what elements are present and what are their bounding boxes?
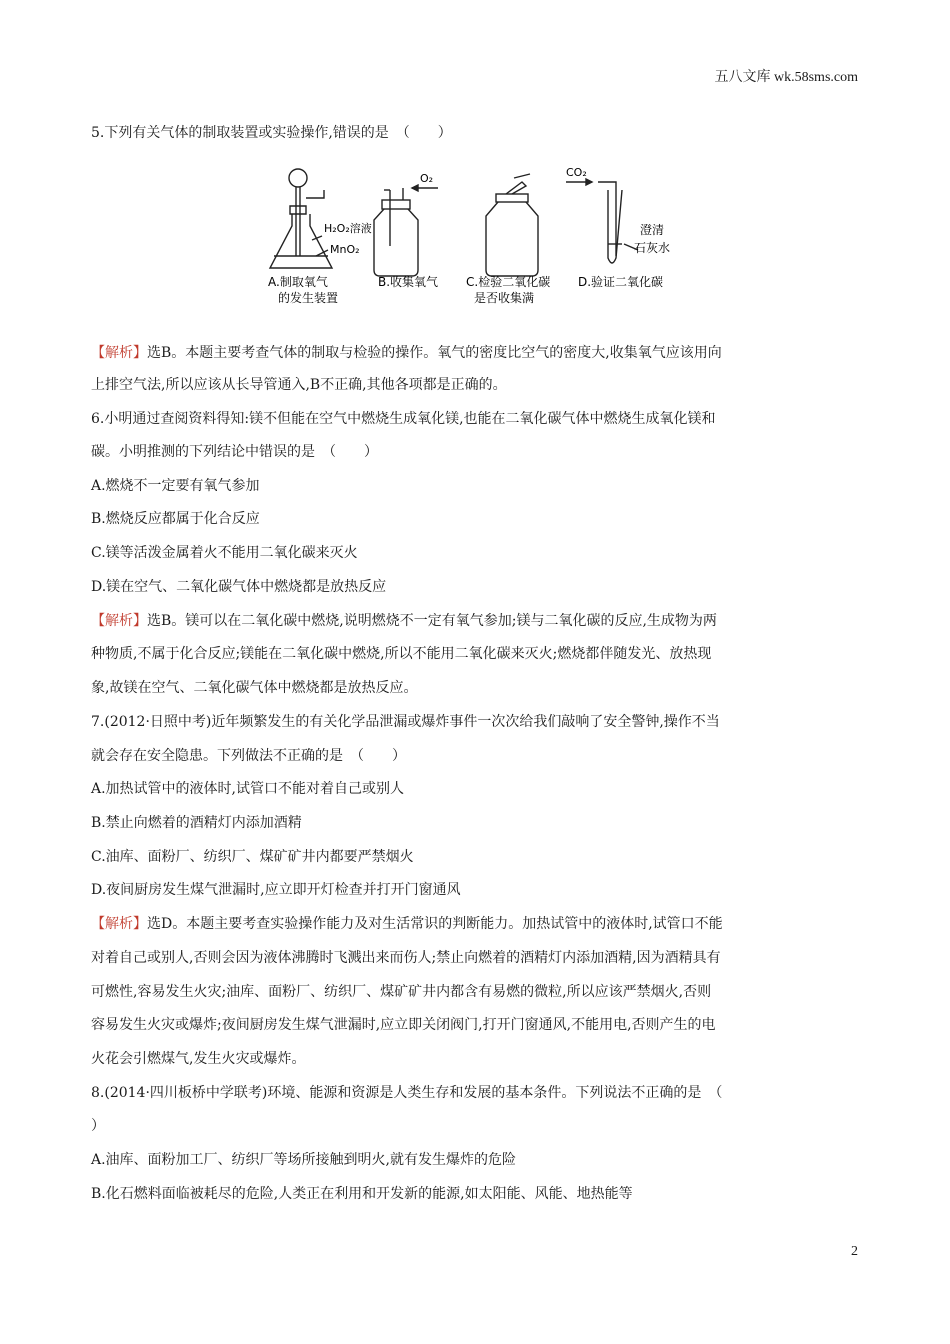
- q5-analysis-line-2: 上排空气法,所以应该从长导管通入,B不正确,其他各项都是正确的。: [91, 377, 507, 393]
- d-liquid-line1: 澄清: [640, 223, 665, 237]
- a-chem-h2o2: H₂O₂溶液: [324, 222, 372, 235]
- q7-stem-line-1: 7.(2012·日照中考)近年频繁发生的有关化学品泄漏或爆炸事件一次次给我们敲响了安全警钟,操作不当: [91, 714, 720, 730]
- a-caption-line1: A.制取氧气: [268, 275, 328, 289]
- q8-option-b: B.化石燃料面临被耗尽的危险,人类正在利用和开发新的能源,如太阳能、风能、地热能等: [91, 1186, 633, 1202]
- apparatus-d-test-tube: [566, 179, 638, 263]
- analysis-label: 【解析】: [91, 345, 147, 361]
- q7-analysis-line-4: 容易发生火灾或爆炸;夜间厨房发生煤气泄漏时,应立即关闭阀门,打开门窗通风,不能用电,否则产生的电: [91, 1017, 716, 1033]
- q7-analysis-line-3: 可燃性,容易发生火灾;油库、面粉厂、纺织厂、煤矿矿井内都含有易燃的微粒,所以应该严禁烟火,否则: [91, 984, 712, 1000]
- page-header: 五八文库 wk.58sms.com: [714, 70, 858, 85]
- apparatus-c-gas-bottle: [486, 174, 538, 276]
- a-caption-line2: 的发生装置: [278, 291, 339, 305]
- q7-option-b: B.禁止向燃着的酒精灯内添加酒精: [91, 815, 302, 831]
- b-caption: B.收集氧气: [378, 275, 439, 289]
- q5-apparatus-figure: [260, 160, 690, 310]
- d-liquid-line2: 石灰水: [634, 241, 671, 255]
- q6-option-a: A.燃烧不一定要有氧气参加: [91, 478, 260, 494]
- apparatus-a-conical-flask: [270, 169, 332, 268]
- q6-analysis-line-1: 【解析】选B。镁可以在二氧化碳中燃烧,说明燃烧不一定有氧气参加;镁与二氧化碳的反应,生成物为两: [91, 613, 717, 629]
- q7-analysis-line-5: 火花会引燃煤气,发生火灾或爆炸。: [91, 1051, 306, 1067]
- d-caption: D.验证二氧化碳: [578, 275, 664, 289]
- analysis-label: 【解析】: [91, 916, 147, 932]
- apparatus-b-gas-bottle: [374, 185, 438, 276]
- q8-option-a: A.油库、面粉加工厂、纺织厂等场所接触到明火,就有发生爆炸的危险: [91, 1152, 517, 1168]
- b-gas-label: O₂: [420, 172, 434, 185]
- a-chem-mno2: MnO₂: [330, 243, 360, 256]
- q6-option-b: B.燃烧反应都属于化合反应: [91, 511, 260, 527]
- q7-option-a: A.加热试管中的液体时,试管口不能对着自己或别人: [91, 781, 405, 797]
- q8-stem-line-1: 8.(2014·四川板桥中学联考)环境、能源和资源是人类生存和发展的基本条件。下列说法不正确的是 （: [91, 1085, 723, 1101]
- d-gas-label: CO₂: [566, 166, 587, 179]
- q5-stem: 5.下列有关气体的制取装置或实验操作,错误的是 （ ）: [91, 125, 452, 141]
- q6-stem-line-2: 碳。小明推测的下列结论中错误的是 （ ）: [91, 444, 378, 460]
- page-number: 2: [851, 1244, 858, 1259]
- q6-analysis-line-2: 种物质,不属于化合反应;镁能在二氧化碳中燃烧,所以不能用二氧化碳来灭火;燃烧都伴随发光、放热现: [91, 646, 712, 662]
- q7-analysis-line-1: 【解析】选D。本题主要考查实验操作能力及对生活常识的判断能力。加热试管中的液体时,试管口不能: [91, 916, 723, 932]
- q8-stem-line-2: ）: [91, 1118, 105, 1134]
- q7-analysis-line-2: 对着自己或别人,否则会因为液体沸腾时飞溅出来而伤人;禁止向燃着的酒精灯内添加酒精,因为酒精具有: [91, 950, 721, 966]
- q7-option-d: D.夜间厨房发生煤气泄漏时,应立即开灯检查并打开门窗通风: [91, 882, 461, 898]
- q5-analysis-line-1: 【解析】选B。本题主要考查气体的制取与检验的操作。氧气的密度比空气的密度大,收集氧气应该用向: [91, 345, 722, 361]
- analysis-label: 【解析】: [91, 613, 147, 629]
- q7-stem-line-2: 就会存在安全隐患。下列做法不正确的是 （ ）: [91, 748, 406, 764]
- q6-analysis-line-3: 象,故镁在空气、二氧化碳气体中燃烧都是放热反应。: [91, 680, 418, 696]
- c-caption-line2: 是否收集满: [474, 291, 535, 305]
- c-caption-line1: C.检验二氧化碳: [466, 275, 551, 289]
- q6-option-d: D.镁在空气、二氧化碳气体中燃烧都是放热反应: [91, 579, 387, 595]
- q7-option-c: C.油库、面粉厂、纺织厂、煤矿矿井内都要严禁烟火: [91, 849, 414, 865]
- q6-stem-line-1: 6.小明通过查阅资料得知:镁不但能在空气中燃烧生成氧化镁,也能在二氧化碳气体中燃烧生成氧化镁和: [91, 411, 716, 427]
- q6-option-c: C.镁等活泼金属着火不能用二氧化碳来灭火: [91, 545, 358, 561]
